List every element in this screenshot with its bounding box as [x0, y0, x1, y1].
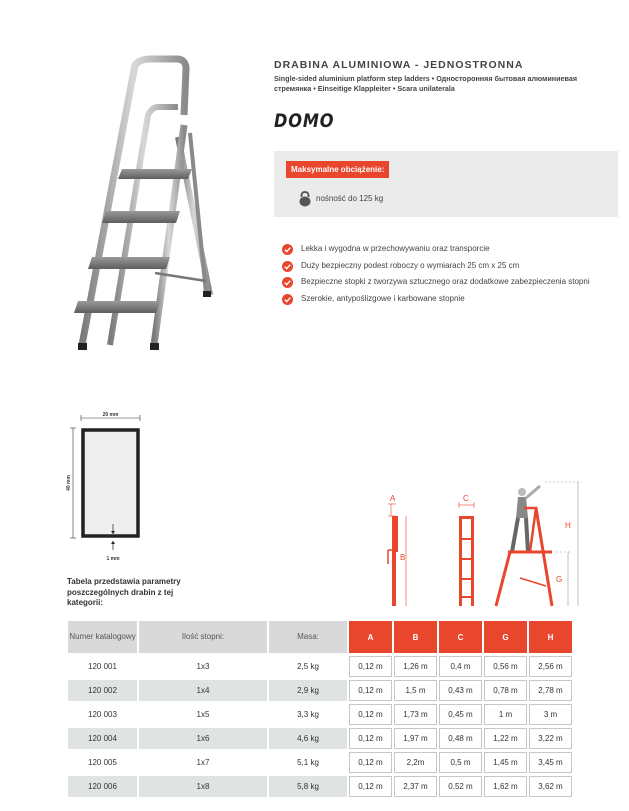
feature-item: [282, 260, 602, 273]
cell-a: 0,12 m: [349, 776, 392, 797]
cell-h: 3 m: [529, 704, 572, 725]
cell-h: 3,45 m: [529, 752, 572, 773]
header-steps: Ilość stopni:: [139, 621, 267, 653]
cell-b: 1,97 m: [394, 728, 437, 749]
cell-g: 0,56 m: [484, 656, 527, 677]
brand-logo: DOMO: [274, 110, 335, 132]
feature-item: [282, 293, 602, 306]
cell-steps: 1x7: [139, 752, 267, 773]
kettlebell-icon: [298, 191, 312, 207]
product-subtitle: Single-sided aluminium platform step ladders • Односторонняя бытовая алюминиевая стремянка • Einseitige Klappleiter • Scara unilaterala: [274, 74, 578, 93]
feature-text: Szerokie, antypoślizgowe i karbowane stopnie: [301, 293, 465, 303]
cell-b: 1,5 m: [394, 680, 437, 701]
cell-h: 2,78 m: [529, 680, 572, 701]
cell-b: 1,26 m: [394, 656, 437, 677]
header-h: H: [529, 621, 572, 653]
cell-mass: 4,6 kg: [269, 728, 347, 749]
table-row: [68, 728, 572, 749]
cell-catalog: 120 004: [68, 728, 137, 749]
dimension-diagrams: [360, 478, 610, 610]
cell-a: 0,12 m: [349, 656, 392, 677]
cell-steps: 1x6: [139, 728, 267, 749]
cell-c: 0,48 m: [439, 728, 482, 749]
check-icon: [282, 294, 293, 305]
table-row: [68, 680, 572, 701]
cell-a: 0,12 m: [349, 752, 392, 773]
cell-g: 1 m: [484, 704, 527, 725]
cell-mass: 3,3 kg: [269, 704, 347, 725]
table-caption: Tabela przedstawia parametry poszczególnych drabin z tej kategorii:: [67, 577, 181, 607]
max-load-box: [274, 151, 618, 217]
feature-text: Bezpieczne stopki z tworzywa sztucznego oraz dodatkowe zabezpieczenia stopni: [301, 277, 590, 286]
feature-text: Duży bezpieczny podest roboczy o wymiarach 25 cm x 25 cm: [301, 260, 520, 270]
feature-list: [282, 243, 602, 309]
cell-catalog: 120 003: [68, 704, 137, 725]
cell-a: 0,12 m: [349, 704, 392, 725]
feature-item: [282, 276, 602, 289]
ladder-photo: [60, 55, 235, 355]
cell-b: 2,2m: [394, 752, 437, 773]
cell-g: 1,45 m: [484, 752, 527, 773]
table-row: [68, 656, 572, 677]
product-title: DRABINA ALUMINIOWA - JEDNOSTRONNA: [274, 59, 524, 71]
cell-g: 1,62 m: [484, 776, 527, 797]
dim-b-label: B: [400, 553, 406, 562]
cell-h: 2,56 m: [529, 656, 572, 677]
cell-catalog: 120 006: [68, 776, 137, 797]
table-row: [68, 776, 572, 797]
cell-g: 0,78 m: [484, 680, 527, 701]
cell-mass: 2,5 kg: [269, 656, 347, 677]
profile-height-label: 40 mm: [66, 475, 72, 491]
cell-catalog: 120 002: [68, 680, 137, 701]
cell-a: 0,12 m: [349, 680, 392, 701]
header-mass: Masa:: [269, 621, 347, 653]
cell-steps: 1x3: [139, 656, 267, 677]
cell-c: 0,4 m: [439, 656, 482, 677]
cell-steps: 1x5: [139, 704, 267, 725]
header-b: B: [394, 621, 437, 653]
profile-width-label: 20 mm: [102, 412, 119, 418]
header-g: G: [484, 621, 527, 653]
check-icon: [282, 244, 293, 255]
header-a: A: [349, 621, 392, 653]
cell-mass: 5,1 kg: [269, 752, 347, 773]
profile-cross-section: [60, 410, 160, 570]
cell-steps: 1x4: [139, 680, 267, 701]
cell-catalog: 120 001: [68, 656, 137, 677]
cell-h: 3,22 m: [529, 728, 572, 749]
header-catalog-number: Numer katalogowy: [68, 621, 137, 653]
cell-c: 0,45 m: [439, 704, 482, 725]
profile-wall-label: 1 mm: [106, 556, 120, 562]
dim-g-label: G: [556, 575, 563, 584]
cell-catalog: 120 005: [68, 752, 137, 773]
header-c: C: [439, 621, 482, 653]
cell-b: 1,73 m: [394, 704, 437, 725]
feature-item: [282, 243, 602, 256]
table-row: [68, 704, 572, 725]
dim-c-label: C: [463, 494, 469, 503]
cell-g: 1,22 m: [484, 728, 527, 749]
check-icon: [282, 261, 293, 272]
table-header-row: [68, 621, 572, 653]
cell-mass: 5,8 kg: [269, 776, 347, 797]
dim-h-label: H: [565, 521, 571, 530]
parameters-table: [66, 618, 574, 800]
cell-steps: 1x8: [139, 776, 267, 797]
max-load-value: nośność do 125 kg: [316, 194, 384, 203]
dim-a-label: A: [390, 494, 396, 503]
cell-c: 0,52 m: [439, 776, 482, 797]
cell-a: 0,12 m: [349, 728, 392, 749]
table-row: [68, 752, 572, 773]
max-load-label: Maksymalne obciążenie:: [286, 161, 389, 178]
cell-c: 0,5 m: [439, 752, 482, 773]
cell-c: 0,43 m: [439, 680, 482, 701]
cell-b: 2,37 m: [394, 776, 437, 797]
cell-mass: 2,9 kg: [269, 680, 347, 701]
feature-text: Lekka i wygodna w przechowywaniu oraz transporcie: [301, 244, 490, 253]
check-icon: [282, 277, 293, 288]
cell-h: 3,62 m: [529, 776, 572, 797]
